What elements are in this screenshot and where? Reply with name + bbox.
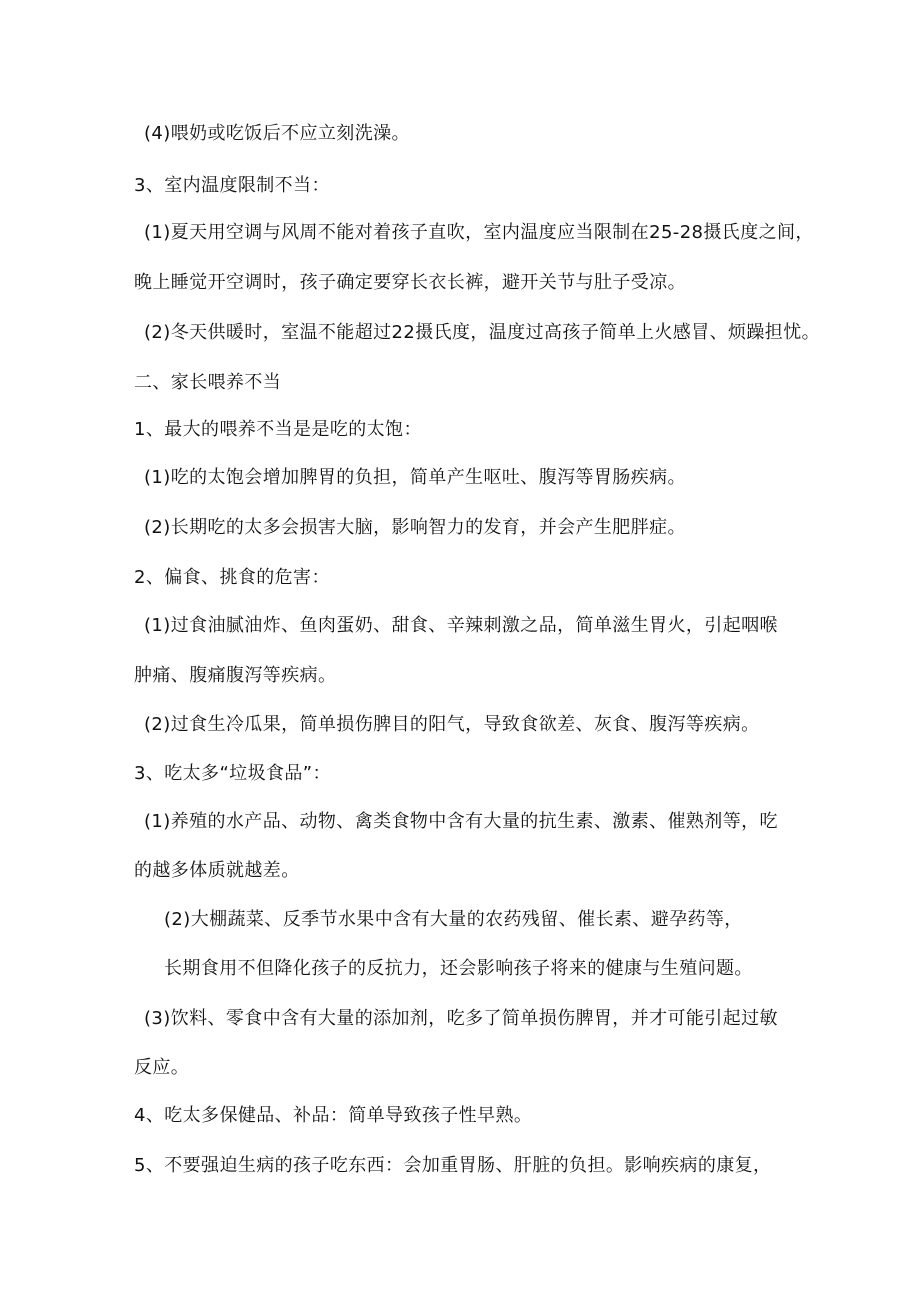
- text-line-18: 长期食用不但降化孩子的反抗力，还会影响孩子将来的健康与生殖问题。: [164, 958, 753, 979]
- text-line-12: 肿痛、腹痛腹泻等疾病。: [134, 665, 337, 686]
- text-line-16: 的越多体质就越差。: [134, 860, 300, 881]
- text-line-22: 5、不要强迫生病的孩子吃东西：会加重胃肠、肝脏的负担。影响疾病的康复，: [134, 1155, 772, 1176]
- text-line-3: (1)夏天用空调与风周不能对着孩子直吹，室内温度应当限制在25-28摄氏度之间，: [144, 222, 814, 243]
- text-line-9: (2)长期吃的太多会损害大脑，影响智力的发育，并会产生肥胖症。: [144, 517, 686, 538]
- text-line-2: 3、室内温度限制不当：: [134, 175, 330, 196]
- text-line-13: (2)过食生冷瓜果，简单损伤脾目的阳气，导致食欲差、灰食、腹泻等疾病。: [144, 714, 760, 735]
- text-line-21: 4、吃太多保健品、补品：简单导致孩子性早熟。: [134, 1105, 533, 1126]
- text-line-11: (1)过食油腻油炸、鱼肉蛋奶、甜食、辛辣刺激之品，简单滋生胃火，引起咽喉: [144, 615, 778, 636]
- text-line-19: (3)饮料、零食中含有大量的添加剂，吃多了简单损伤脾胃，并才可能引起过敏: [144, 1008, 778, 1029]
- text-line-4: 晚上睡觉开空调时，孩子确定要穿长衣长裤，避开关节与肚子受凉。: [134, 272, 686, 293]
- text-line-1: (4)喂奶或吃饭后不应立刻洗澡。: [144, 123, 410, 144]
- text-line-8: (1)吃的太饱会增加脾胃的负担，简单产生呕吐、腹泻等胃肠疾病。: [144, 467, 686, 488]
- text-line-10: 2、偏食、挑食的危害：: [134, 567, 330, 588]
- text-line-5: (2)冬天供暖时，室温不能超过22摄氏度，温度过高孩子简单上火感冒、烦躁担忧。: [144, 322, 820, 343]
- text-line-6: 二、家长喂养不当: [134, 372, 282, 393]
- text-line-15: (1)养殖的水产品、动物、禽类食物中含有大量的抗生素、激素、催熟剂等，吃: [144, 811, 778, 832]
- text-line-20: 反应。: [134, 1057, 190, 1078]
- text-line-14: 3、吃太多“垃圾食品”：: [134, 763, 331, 784]
- text-line-7: 1、最大的喂养不当是是吃的太饱：: [134, 419, 422, 440]
- text-line-17: (2)大棚蔬菜、反季节水果中含有大量的农药残留、催长素、避孕药等，: [164, 909, 743, 930]
